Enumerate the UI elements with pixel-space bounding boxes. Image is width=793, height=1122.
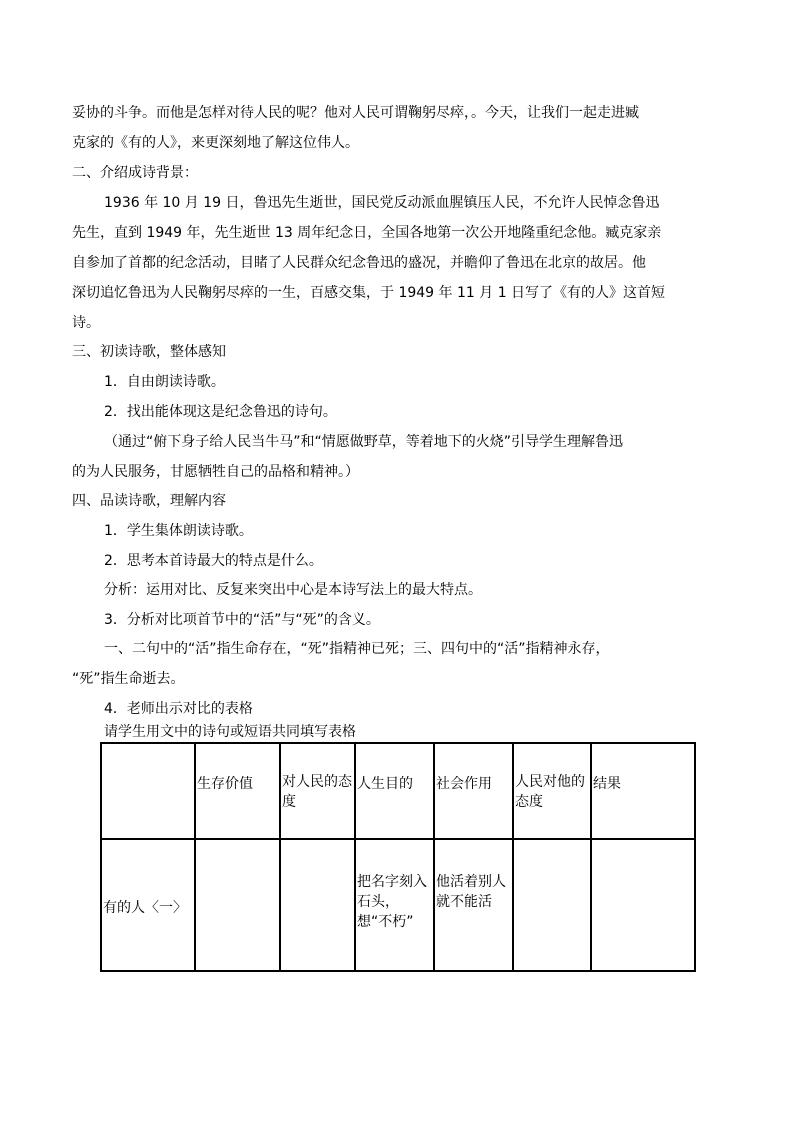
paragraph-line: 诗。: [72, 315, 100, 331]
paragraph-line: 分析：运用对比、反复来突出中心是本诗写法上的最大特点。: [104, 582, 482, 598]
paragraph-line: 的为人民服务，甘愿牺牲自己的品格和精神。）: [72, 464, 359, 480]
paragraph-line: 自参加了首都的纪念活动，目睹了人民群众纪念鲁迅的盛况，并瞻仰了鲁迅在北京的故居。他: [72, 255, 646, 271]
paragraph-line: 妥协的斗争。而他是怎样对待人民的呢？他对人民可谓鞠躬尽瘁，。今天，让我们一起走进臧: [72, 105, 639, 121]
table-cell: [280, 839, 355, 971]
table-caption: 请学生用文中的诗句或短语共同填写表格: [104, 724, 356, 740]
list-item: 1．自由朗读诗歌。: [104, 374, 225, 390]
table-row: [101, 839, 695, 971]
paragraph-line: 一、二句中的“活”指生命存在，“死”指精神已死；三、四句中的“活”指精神永存，: [104, 641, 610, 657]
table-header-cell: 人生目的: [355, 743, 434, 839]
table-cell: 他活着别人就不能活: [434, 839, 513, 971]
section-heading: 四、品读诗歌，理解内容: [72, 493, 226, 509]
table-cell: [513, 839, 591, 971]
table-header-cell: 人民对他的态度: [513, 743, 591, 839]
paragraph-line: 1936 年 10 月 19 日，鲁迅先生逝世，国民党反动派血腥镇压人民，不允许人民悼念鲁迅: [104, 195, 660, 211]
comparison-table: [100, 742, 696, 972]
table-cell: 有的人〈一〉: [101, 839, 195, 971]
list-item: 1．学生集体朗读诗歌。: [104, 523, 253, 539]
table-header-cell: [101, 743, 195, 839]
table-header-cell: 社会作用: [434, 743, 513, 839]
list-item: 4．老师出示对比的表格: [104, 701, 253, 717]
paragraph-line: 先生，直到 1949 年，先生逝世 13 周年纪念日，全国各地第一次公开地隆重纪念他。臧克家亲: [72, 225, 662, 241]
paragraph-line: （通过“俯下身子给人民当牛马”和“情愿做野草，等着地下的火烧”引导学生理解鲁迅: [104, 434, 624, 450]
table-header-row: [101, 743, 695, 839]
paragraph-line: 克家的《有的人》，来更深刻地了解这位伟人。: [72, 135, 359, 151]
table-header-cell: 结果: [591, 743, 695, 839]
paragraph-line: “死”指生命逝去。: [72, 671, 185, 687]
table-cell: 把名字刻入石头，想“不朽”: [355, 839, 434, 971]
section-heading: 三、初读诗歌，整体感知: [72, 344, 226, 360]
table-header-cell: 生存价值: [195, 743, 280, 839]
table-header-cell: 对人民的态度: [280, 743, 355, 839]
list-item: 2．思考本首诗最大的特点是什么。: [104, 553, 323, 569]
list-item: 3．分析对比项首节中的“活”与“死”的含义。: [104, 612, 380, 628]
list-item: 2．找出能体现这是纪念鲁迅的诗句。: [104, 404, 337, 420]
paragraph-line: 深切追忆鲁迅为人民鞠躬尽瘁的一生，百感交集，于 1949 年 11 月 1 日写了《有的人》这首短: [72, 285, 666, 301]
section-heading: 二、介绍成诗背景：: [72, 165, 198, 181]
table-cell: [591, 839, 695, 971]
table-cell: [195, 839, 280, 971]
